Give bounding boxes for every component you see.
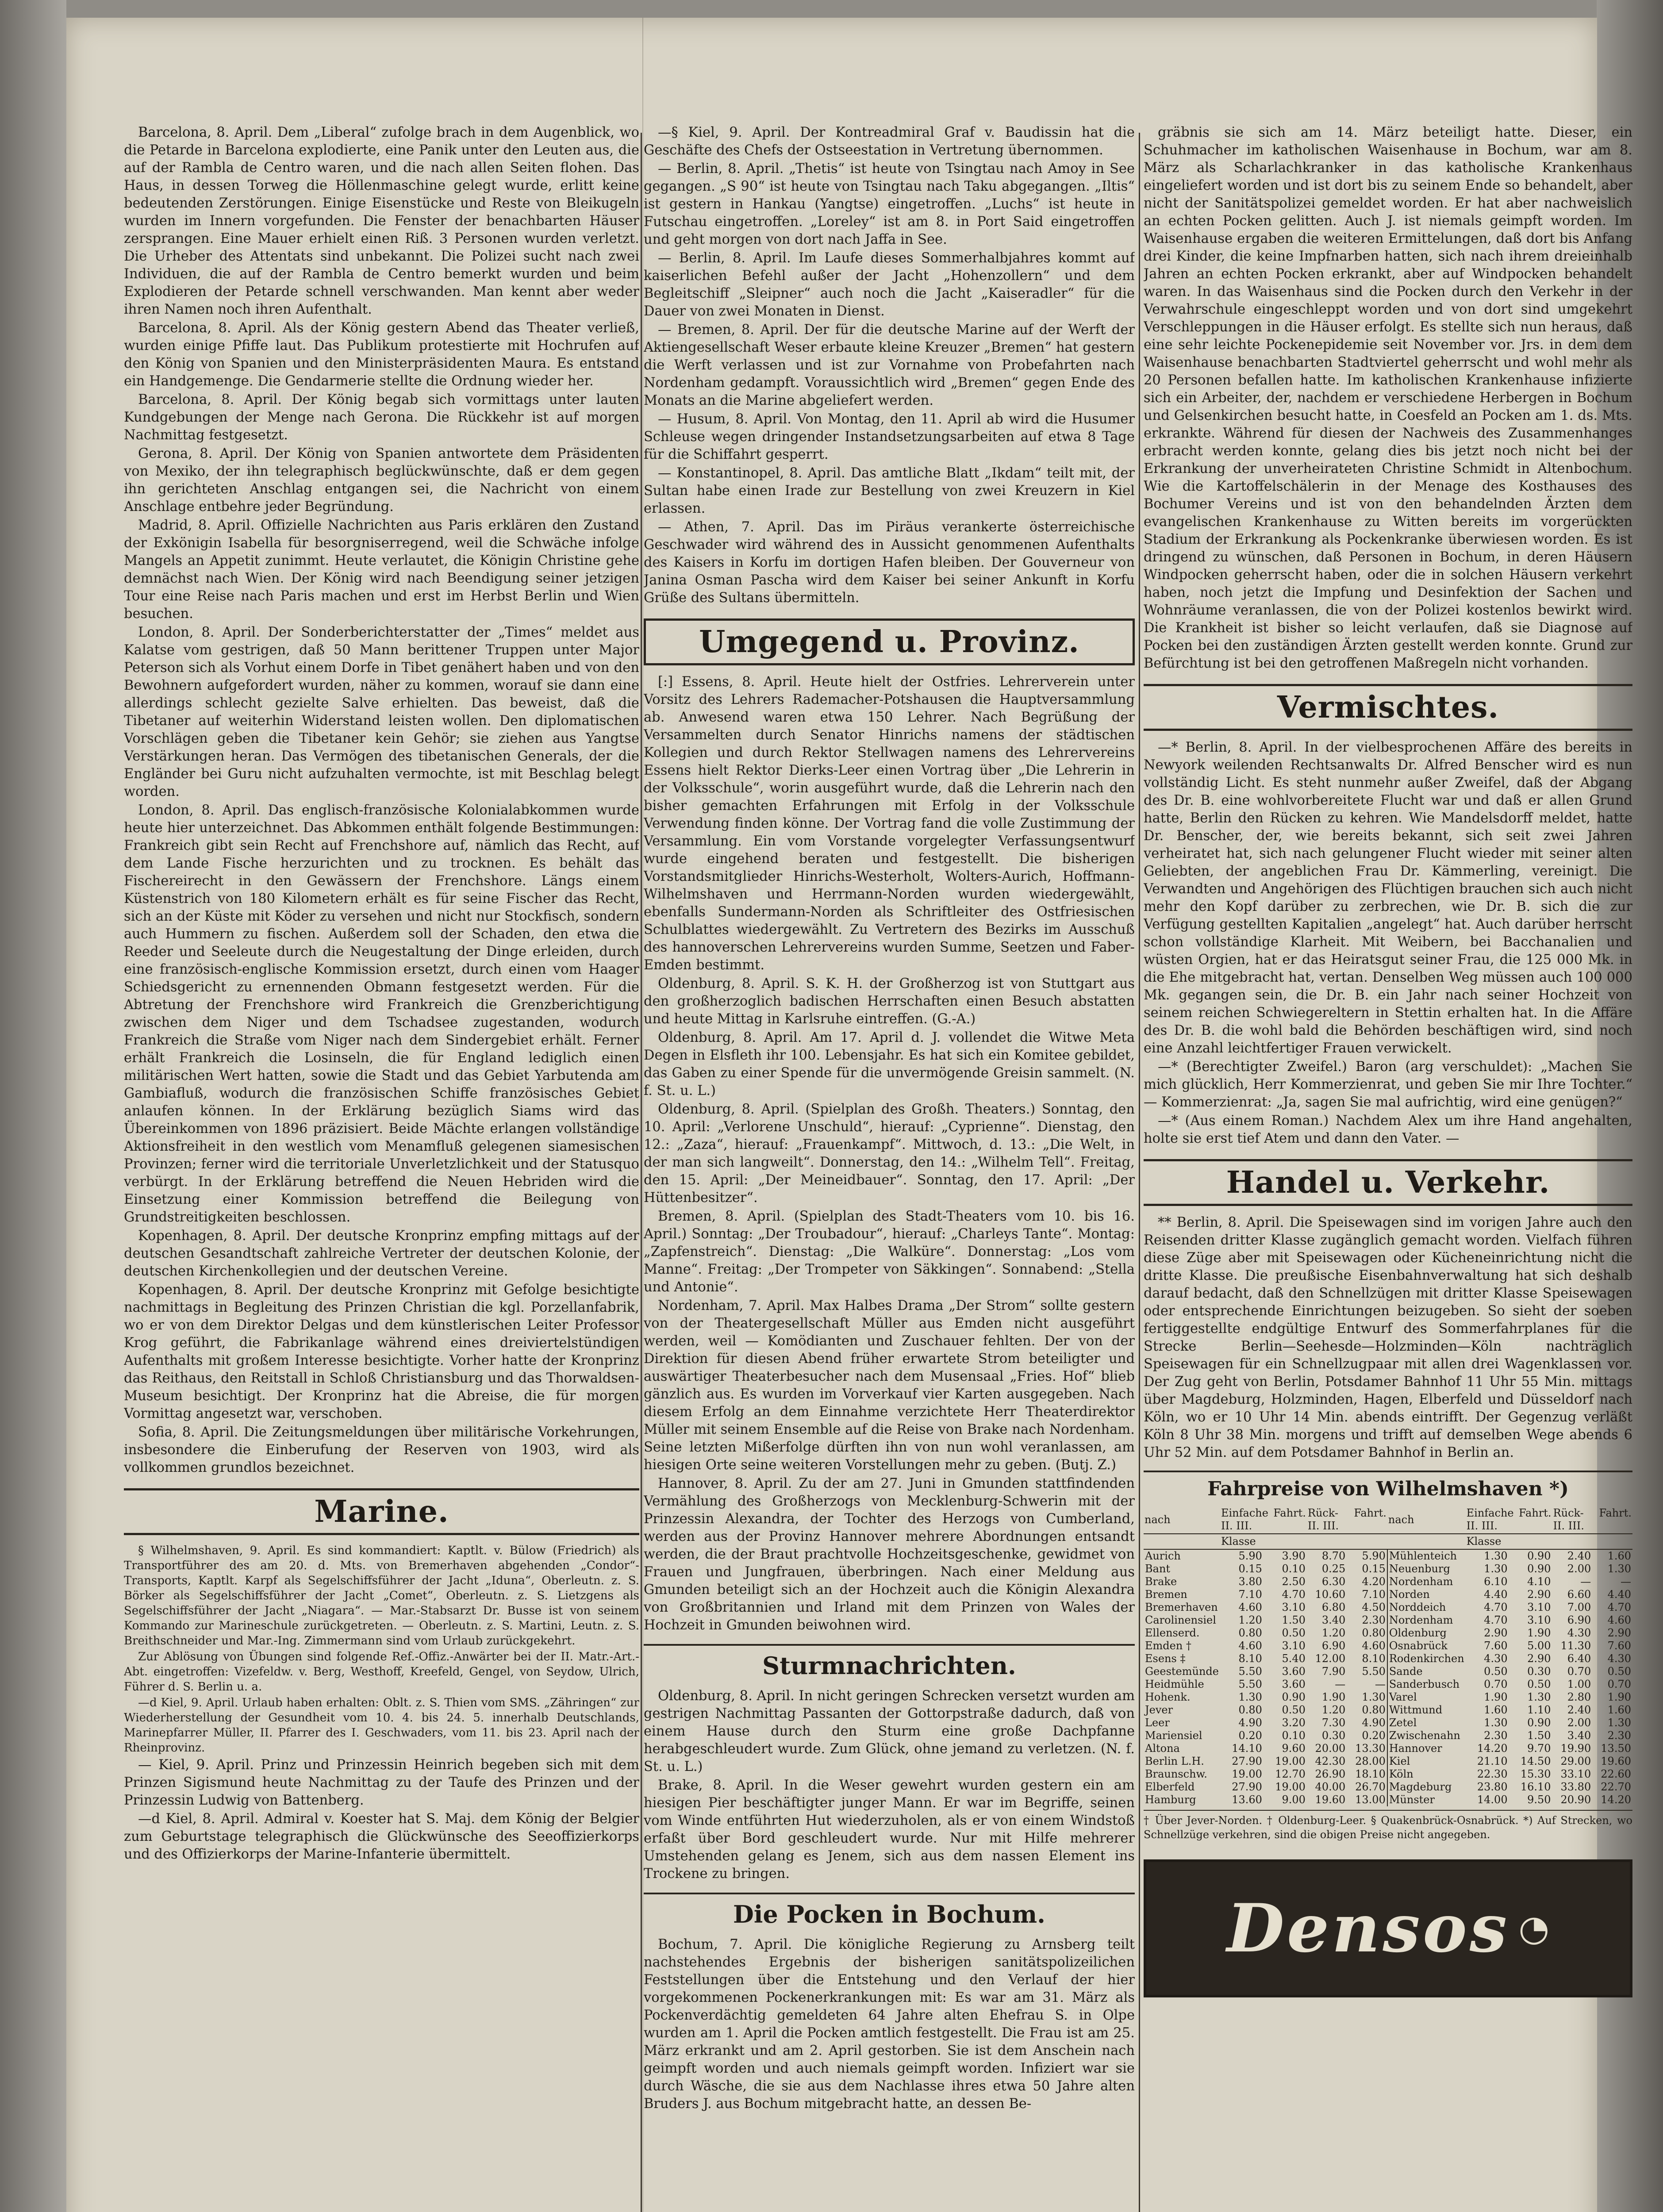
fare-price: 3.60 xyxy=(1282,1665,1306,1678)
article-husum: — Husum, 8. April. Von Montag, den 11. April ab wird die Husumer Schleuse wegen dringender Instandsetzungsarbeiten auf etwa 8 Tage für die Schiffahrt gesperrt. xyxy=(644,411,1135,462)
fare-price: 6.90 xyxy=(1321,1640,1346,1652)
fare-price: 3.10 xyxy=(1282,1640,1306,1652)
marine-item-2: Zur Ablösung von Übungen sind folgende Ref.-Offiz.-Anwärter bei der II. Matr.-Art.-Abt. eingetroffen: Vizefeldw. v. Berg, Westhoff, Kreefeld, Gengel, von Seydow, Ulrich, Führer d. S. Berlin u. a. xyxy=(124,1650,639,1694)
fare-price: 1.90 xyxy=(1321,1691,1346,1703)
fare-row xyxy=(1144,1691,1632,1704)
fare-price: 33.10 xyxy=(1560,1768,1591,1780)
fare-price: — xyxy=(1375,1678,1386,1690)
fare-price: 10.60 xyxy=(1315,1588,1346,1601)
fare-price: 0.80 xyxy=(1362,1704,1386,1716)
fare-price: 20.90 xyxy=(1560,1793,1591,1806)
fare-row xyxy=(1144,1768,1632,1781)
fare-price: 13.00 xyxy=(1355,1793,1386,1806)
article-london-1: London, 8. April. Der Sonderberichterstatter der „Times“ meldet aus Kalatse vom gestrigen, daß 50 Mann berittener Truppen unter Major Peterson sich als Vorhut einem Dorfe in Tibet genähert haben und von den Bewohnern aufgefordert wurden, näher zu kommen, worauf sie dann eine allerdings schlecht gezielte Salve erhielten. Das beweist, daß die Tibetaner auf weiterhin Widerstand leisten wollen. Den diplomatischen Vorschlägen geben die Tibetaner kein Gehör; sie ziehen aus Yangtse Verstärkungen heran. Das Vermögen des tibetanischen Generals, der die Engländer bei Guru nicht aufzuhalten vermochte, ist mit Beschlag belegt worden. xyxy=(124,625,639,799)
fare-price: 19.00 xyxy=(1232,1768,1262,1780)
fare-station: Wittmund xyxy=(1387,1704,1466,1717)
fare-price: 2.90 xyxy=(1607,1627,1631,1639)
fare-price: 0.90 xyxy=(1527,1717,1551,1729)
fare-row xyxy=(1144,1781,1632,1793)
pocken-bochum: Bochum, 7. April. Die königliche Regierung zu Arnsberg teilt nachstehendes Ergebnis der bisherigen sanitätspolizeilichen Feststellungen über die Entstehung und den Verlauf der hier vorgekommenen Pockenerkrankungen mit: Es war am 31. März als Pockenverdächtig gemeldeten 64 Jahre alten Ehefrau S. in Olpe wurden am 1. April die Pocken amtlich festgestellt. Die Frau ist am 25. März erkrankt und am 2. April gestorben. Sie ist dem Anschein nach geimpft worden und auch niemals geimpft worden. Infiziert war sie durch Wäsche, die sie aus dem Nachlasse ihres etwa 50 Jahre alten Bruders J. aus Bochum mitgebracht hatte, an dessen Be- xyxy=(644,1937,1135,2112)
fare-price: 1.90 xyxy=(1527,1627,1551,1639)
fare-price: 1.60 xyxy=(1607,1550,1631,1562)
fare-price: 5.50 xyxy=(1238,1665,1262,1678)
fare-price: 2.00 xyxy=(1567,1563,1591,1575)
section-heading-marine: Marine. xyxy=(124,1488,639,1535)
fare-price: 6.30 xyxy=(1321,1575,1346,1588)
fare-price: 1.30 xyxy=(1238,1691,1262,1703)
fare-station: Sande xyxy=(1387,1665,1466,1678)
fare-price: 22.60 xyxy=(1601,1768,1631,1780)
fare-header-rueck-left: Rück- Fahrt. II. III. xyxy=(1307,1506,1387,1534)
article-sofia: Sofia, 8. April. Die Zeitungsmeldungen über militärische Vorkehrungen, insbesondere die Einberufung der Reserven von 1903, wird als vollkommen grundlos bezeichnet. xyxy=(124,1425,639,1475)
fare-station: Geestemünde xyxy=(1145,1665,1219,1678)
fare-price: 3.40 xyxy=(1567,1729,1591,1742)
fare-price: 9.50 xyxy=(1527,1793,1551,1806)
fare-price: 4.50 xyxy=(1362,1601,1386,1613)
fare-row xyxy=(1144,1704,1632,1717)
fare-price: 19.60 xyxy=(1315,1793,1346,1806)
fare-price: 14.10 xyxy=(1232,1742,1262,1755)
fare-price: 2.00 xyxy=(1567,1717,1591,1729)
fare-price: 5.40 xyxy=(1282,1652,1306,1665)
fare-station: Aurich xyxy=(1145,1550,1181,1562)
fare-price: 23.80 xyxy=(1477,1781,1508,1793)
article-madrid: Madrid, 8. April. Offizielle Nachrichten aus Paris erklären den Zustand der Exkönigin Isabella für besorgniserregend, weil die Schwäche infolge Mangels an Appetit zunimmt. Heute verlautet, die Königin Christine gehe demnächst nach Wien. Der König wird nach Beendigung seiner jetzigen Tour eine Reise nach Paris machen und erst im Herbst Berlin und Wien besuchen. xyxy=(124,518,639,622)
fare-price: 1.30 xyxy=(1484,1717,1508,1729)
fare-price: 0.90 xyxy=(1527,1550,1551,1562)
fare-price: 2.30 xyxy=(1362,1614,1386,1626)
fare-header-rueck-right: Rück- Fahrt. II. III. xyxy=(1552,1506,1632,1534)
fare-price: 0.10 xyxy=(1282,1729,1306,1742)
fare-price: 4.40 xyxy=(1607,1588,1631,1601)
fare-price: 19.90 xyxy=(1560,1742,1591,1755)
fare-class-label-left: Klasse xyxy=(1220,1534,1387,1549)
fare-row xyxy=(1144,1601,1632,1614)
column-2 xyxy=(644,124,1135,2212)
fare-price: 28.00 xyxy=(1355,1755,1386,1767)
fare-price: 4.90 xyxy=(1238,1717,1262,1729)
fare-price: 16.10 xyxy=(1520,1781,1551,1793)
article-berlin-jacht: — Berlin, 8. April. Im Laufe dieses Sommerhalbjahres kommt auf kaiserlichen Befehl außer der Jacht „Hohenzollern“ und dem Begleitschiff „Sleipner“ auch noch die Jacht „Kaiseradler“ für die Dauer von zwei Monaten in Dienst. xyxy=(644,250,1135,319)
fare-price: 1.30 xyxy=(1607,1717,1631,1729)
fare-station: Altona xyxy=(1145,1742,1180,1755)
fare-price: — xyxy=(1580,1575,1591,1588)
fare-price: 26.70 xyxy=(1355,1781,1386,1793)
fare-price: 1.30 xyxy=(1362,1691,1386,1703)
fare-row xyxy=(1144,1549,1632,1563)
marine-item-5: —d Kiel, 8. April. Admiral v. Koester hat S. Maj. dem König der Belgier zum Geburtstage telegraphisch die Glückwünsche des Seeoffizierkorps und des Offizierkorps der Marine-Infanterie übermittelt. xyxy=(124,1811,639,1862)
umgegend-oldenburg-1: Oldenburg, 8. April. S. K. H. der Großherzog ist von Stuttgart aus den großherzoglich badischen Herrschaften einen Besuch abstatten und heute Mittag in Karlsruhe eintreffen. (G.-A.) xyxy=(644,976,1135,1027)
fare-price: 6.90 xyxy=(1567,1614,1591,1626)
article-barcelona-2: Barcelona, 8. April. Als der König gestern Abend das Theater verließ, wurden einige Pfiffe laut. Das Publikum protestierte mit Hochrufen auf den König von Spanien und den Ministerpräsidenten Maura. Es entstand ein Handgemenge. Die Gendarmerie stellte die Ordnung wieder her. xyxy=(124,320,639,389)
fare-price: 0.10 xyxy=(1282,1563,1306,1575)
fare-price: 4.70 xyxy=(1484,1601,1508,1613)
fare-price: 9.70 xyxy=(1527,1742,1551,1755)
fare-price: 0.50 xyxy=(1484,1665,1508,1678)
fare-price: 6.10 xyxy=(1484,1575,1508,1588)
fare-station: Nordenham xyxy=(1387,1614,1466,1627)
fare-table-body xyxy=(1144,1549,1632,1806)
fare-row xyxy=(1144,1717,1632,1729)
fare-price: 1.20 xyxy=(1321,1627,1346,1639)
fare-row xyxy=(1144,1793,1632,1806)
fare-price: 12.00 xyxy=(1315,1652,1346,1665)
fare-station: Bant xyxy=(1145,1563,1171,1575)
article-athen: — Athen, 7. April. Das im Piräus verankerte österreichische Geschwader wird während des in Aussicht genommenen Aufenthalts des Kaisers in Korfu im dortigen Hafen bleiben. Der Gouverneur von Janina Osman Pascha wird dem Kaiser bei seiner Ankunft in Korfu Grüße des Sultans übermitteln. xyxy=(644,519,1135,606)
fare-price: 22.70 xyxy=(1601,1781,1631,1793)
scan-left-edge xyxy=(0,0,66,2212)
fare-price: 3.40 xyxy=(1321,1614,1346,1626)
fare-header-einfach-left: Einfache Fahrt. II. III. xyxy=(1220,1506,1307,1534)
fare-price: 4.70 xyxy=(1282,1588,1306,1601)
fare-price: 5.00 xyxy=(1527,1640,1551,1652)
fare-station: Köln xyxy=(1387,1768,1466,1781)
fare-row xyxy=(1144,1640,1632,1652)
fare-price: 4.60 xyxy=(1238,1640,1262,1652)
fare-station: Norden xyxy=(1387,1588,1466,1601)
fare-price: 5.50 xyxy=(1238,1678,1262,1690)
fare-station: Münster xyxy=(1387,1793,1466,1806)
fare-station: Emden † xyxy=(1145,1640,1191,1652)
fare-station: Zetel xyxy=(1387,1717,1466,1729)
fare-row xyxy=(1144,1755,1632,1768)
fare-station: Magdeburg xyxy=(1387,1781,1466,1793)
fare-price: 3.10 xyxy=(1527,1601,1551,1613)
sturm-oldenburg: Oldenburg, 8. April. In nicht geringen Schrecken versetzt wurden am gestrigen Nachmittag Passanten der Gottorpstraße dadurch, daß von einem Hause durch den Sturm eine große Dachpfanne herabgeschleudert wurde. Zum Glück, ohne jemand zu verletzen. (N. f. St. u. L.) xyxy=(644,1688,1135,1774)
fare-row xyxy=(1144,1627,1632,1640)
fare-price: 1.50 xyxy=(1527,1729,1551,1742)
fare-row xyxy=(1144,1652,1632,1665)
fare-price: 0.20 xyxy=(1238,1729,1262,1742)
fare-station: Hohenk. xyxy=(1145,1691,1191,1703)
umgegend-oldenburg-theater: Oldenburg, 8. April. (Spielplan des Großh. Theaters.) Sonntag, den 10. April: „Verlorene Unschuld“, hierauf: „Cyprienne“. Dienstag, den 12.: „Zaza“, hierauf: „Frauenkampf“. Mittwoch, d. 13.: „Die Welt, in der man sich langweilt“. Donnerstag, den 14.: „Wilhelm Tell“. Freitag, den 15. April: „Der Meineidbauer“. Sonntag, den 17. April: „Der Hüttenbesitzer“. xyxy=(644,1102,1135,1206)
fare-price: 1.50 xyxy=(1282,1614,1306,1626)
umgegend-bremen-theater: Bremen, 8. April. (Spielplan des Stadt-Theaters vom 10. bis 16. April.) Sonntag: „Der Troubadour“, hierauf: „Charleys Tante“. Montag: „Zapfenstreich“. Dienstag: „Die Walküre“. Donnerstag: „Los vom Manne“. Freitag: „Der Trompeter von Säkkingen“. Sonnabend: „Stella und Antonie“. xyxy=(644,1209,1135,1295)
fare-price: 18.10 xyxy=(1355,1768,1386,1780)
fare-price: 6.60 xyxy=(1567,1588,1591,1601)
fare-price: 0.70 xyxy=(1484,1678,1508,1690)
fare-price: 19.00 xyxy=(1275,1781,1306,1793)
fare-price: 22.30 xyxy=(1477,1768,1508,1780)
fare-station: Ellenserd. xyxy=(1145,1627,1200,1639)
fare-station: Jever xyxy=(1145,1704,1173,1716)
fare-station: Zwischenahn xyxy=(1387,1729,1466,1742)
fare-class-label-right: Klasse xyxy=(1466,1534,1632,1549)
section-heading-vermischtes: Vermischtes. xyxy=(1144,684,1632,731)
fare-station: Elberfeld xyxy=(1145,1781,1195,1793)
fare-price: 4.60 xyxy=(1238,1601,1262,1613)
fare-header-einfach-right: Einfache Fahrt. II. III. xyxy=(1466,1506,1552,1534)
fare-price: 4.40 xyxy=(1484,1588,1508,1601)
article-kopenhagen-1: Kopenhagen, 8. April. Der deutsche Kronprinz empfing mittags auf der deutschen Gesandtschaft zahlreiche Vertreter der deutschen Kolonie, der deutschen Kirchenkollegien und der deutschen Vereine. xyxy=(124,1228,639,1279)
article-london-2: London, 8. April. Das englisch-französische Kolonialabkommen wurde heute hier unterzeichnet. Das Abkommen enthält folgende Bestimmungen: Frankreich gibt sein Recht auf Frenchshore auf, nämlich das Recht, auf dem Lande Fische herzurichten und zu trocknen. Es behält das Fischereirecht in den Gewässern der Frenchshore. Längs einem Küstenstrich von 180 Kilometern erhält es für seine Fischer das Recht, sich an der Küste mit Köder zu versehen und nicht nur Stockfisch, sondern auch Hummern zu fischen. Außerdem soll der Schaden, den etwa die Reeder und Seeleute durch die Neugestaltung der Dinge erleiden, durch eine französisch-englische Kommission ersetzt, durch einen vom Haager Schiedsgericht zu ernennenden Obmann festgesetzt werden. Für die Abtretung der Frenchshore wird Frankreich die Grenzberichtigung zwischen dem Niger und dem Tschadsee zugestanden, wodurch Frankreich die Straße vom Niger nach dem Sindergebiet erhält. Ferner erhält Frankreich die Losinseln, die für England lediglich einen militärischen Wert hatten, sowie die Stadt und das Gebiet Yarbutenda am Gambiafluß, wodurch die französischen Schiffe französisches Gebiet anlaufen können. In der Erklärung bezüglich Siams wird das Übereinkommen von 1896 präzisiert. Beide Mächte erlangen vollständige Aktionsfreiheit in den westlich vom Menamfluß gelegenen siamesischen Provinzen; ferner wird die territoriale Unverletzlichkeit und der Statusquo verbürgt. In der Erklärung betreffend die Neuen Hebriden wird die Einsetzung einer Kommission betreffend die Beilegung von Grundstreitigkeiten beschlossen. xyxy=(124,803,639,1225)
fare-price: 3.10 xyxy=(1282,1601,1306,1613)
fare-station: Osnabrück xyxy=(1387,1640,1466,1652)
fare-price: 0.15 xyxy=(1362,1563,1386,1575)
fare-price: 40.00 xyxy=(1315,1781,1346,1793)
fare-station: Neuenburg xyxy=(1387,1563,1466,1575)
fare-station: Leer xyxy=(1145,1717,1170,1729)
sturm-brake: Brake, 8. April. In die Weser gewehrt wurden gestern ein am hiesigen Pier beschäftigter junger Mann. Er war im Begriffe, seinen vom Winde entführten Hut wiederzuholen, als er von einem Windstoß erfaßt über Bord geschleudert wurde. Nur mit Hilfe mehrerer Umstehenden gelang es Jenem, sich aus dem nassen Element ins Trockene zu bringen. xyxy=(644,1778,1135,1882)
fare-price: 5.90 xyxy=(1362,1550,1386,1562)
vermischtes-roman: —* (Aus einem Roman.) Nachdem Alex um ihre Hand angehalten, holte sie erst tief Atem und dann den Vater. — xyxy=(1144,1113,1632,1146)
fare-price: 7.10 xyxy=(1362,1588,1386,1601)
fare-row xyxy=(1144,1588,1632,1601)
article-barcelona-1: Barcelona, 8. April. Dem „Liberal“ zufolge brach in dem Augenblick, wo die Petarde in Barcelona explodierte, eine Panik unter den Leuten aus, die auf der Rambla de Centro waren, und die nach allen Seiten flohen. Das Haus, in dessen Torweg die Höllenmaschine gelegt wurde, erlitt keine bedeutenden Zerstörungen. Einige Eisenstücke und Reste von Bleikugeln wurden im Innern vorgefunden. Die Fenster der benachbarten Häuser zersprangen. Eine Mauer erhielt einen Riß. 3 Personen wurden verletzt. Die Urheber des Attentats sind unbekannt. Die Polizei sucht nach zwei Individuen, die auf der Rambla de Centro bemerkt wurden und beim Explodieren der Petarde schnell verschwanden. Man kennt aber weder ihren Namen noch ihren Aufenthalt. xyxy=(124,125,639,317)
fare-station: Berlin L.H. xyxy=(1145,1755,1204,1767)
fare-station: Esens ‡ xyxy=(1145,1652,1186,1665)
fare-price: 9.00 xyxy=(1282,1793,1306,1806)
fare-price: 7.90 xyxy=(1321,1665,1346,1678)
article-berlin-ships: — Berlin, 8. April. „Thetis“ ist heute von Tsingtau nach Amoy in See gegangen. „S 90“ ist heute von Tsingtau nach Taku abgegangen. „Iltis“ ist gestern in Hankau (Yangtse) eingetroffen. „Luchs“ ist heute in Futschau eingetroffen. „Loreley“ ist am 8. in Port Said eingetroffen und geht morgen von dort nach Jaffa in See. xyxy=(644,161,1135,247)
fare-price: 0.30 xyxy=(1527,1665,1551,1678)
fare-station: Hannover xyxy=(1387,1742,1466,1755)
fare-row xyxy=(1144,1678,1632,1691)
fare-price: 33.80 xyxy=(1560,1781,1591,1793)
article-gerona: Gerona, 8. April. Der König von Spanien antwortete dem Präsidenten von Mexiko, der ihn telegraphisch beglückwünschte, daß er dem gegen ihn gerichteten Anschlag entgangen sei, die Nachricht von einem Anschlage entbehre jeder Begründung. xyxy=(124,446,639,515)
fare-price: 27.90 xyxy=(1232,1755,1262,1767)
fare-price: 0.80 xyxy=(1238,1704,1262,1716)
fare-price: 0.20 xyxy=(1362,1729,1386,1742)
fare-price: 4.90 xyxy=(1362,1717,1386,1729)
fare-price: 12.70 xyxy=(1275,1768,1306,1780)
umgegend-oldenburg-2: Oldenburg, 8. April. Am 17. April d. J. vollendet die Witwe Meta Degen in Elsfleth ihr 100. Lebensjahr. Es hat sich ein Komitee gebildet, das Gaben zu einer Spende für die unvermögende Greisin sammelt. (N. f. St. u. L.) xyxy=(644,1030,1135,1098)
fare-price: 11.30 xyxy=(1560,1640,1591,1652)
column-3 xyxy=(1144,124,1632,2212)
column-rule-1 xyxy=(641,133,642,2212)
fare-price: 3.20 xyxy=(1282,1717,1306,1729)
fare-price: 0.80 xyxy=(1362,1627,1386,1639)
fare-price: 29.00 xyxy=(1560,1755,1591,1767)
fare-price: 14.00 xyxy=(1477,1793,1508,1806)
fare-price: 1.00 xyxy=(1567,1678,1591,1690)
fare-station: Bremerhaven xyxy=(1145,1601,1218,1613)
fare-price: 7.10 xyxy=(1238,1588,1262,1601)
fare-price: 0.70 xyxy=(1607,1678,1631,1690)
fare-price: 1.20 xyxy=(1321,1704,1346,1716)
fare-station: Nordenham xyxy=(1387,1575,1466,1588)
fare-station: Kiel xyxy=(1387,1755,1466,1768)
fare-price: 13.30 xyxy=(1355,1742,1386,1755)
umgegend-nordenham: Nordenham, 7. April. Max Halbes Drama „Der Strom“ sollte gestern von der Theatergesellschaft Müller aus Emden nicht ausgeführt werden, weil — Komödianten und Zuschauer fehlten. Der von der Direktion für diesen Abend früher erwartete Strom beteiligter und auswärtiger Theaterbesucher nach dem Musensaal „Fries. Hof“ blieb gänzlich aus. Es wurden im Vorverkauf vier Karten ausgegeben. Nach diesem Erfolg an dem Einnahme verzichtete Herr Theaterdirektor Müller mit seinem Ensemble auf die Reise von Brake nach Nordenham. Seine letzten Mißerfolge dürften ihn von nun wohl veranlassen, am hiesigen Orte seine weiteren Vorstellungen mehr zu geben. (Butj. Z.) xyxy=(644,1298,1135,1473)
fare-price: 2.40 xyxy=(1567,1550,1591,1562)
fare-station: Mühlenteich xyxy=(1387,1549,1466,1563)
fare-price: 8.70 xyxy=(1321,1550,1346,1562)
fare-station: Bremen xyxy=(1145,1588,1187,1601)
fare-station: Norddeich xyxy=(1387,1601,1466,1614)
fare-station: Heidmühle xyxy=(1145,1678,1204,1690)
fare-price: 0.70 xyxy=(1567,1665,1591,1678)
fare-price: 7.00 xyxy=(1567,1601,1591,1613)
advertisement-fan-icon: ◔ xyxy=(1518,1908,1550,1949)
fare-row xyxy=(1144,1742,1632,1755)
fare-row xyxy=(1144,1729,1632,1742)
fare-price: 2.90 xyxy=(1527,1652,1551,1665)
marine-item-1: § Wilhelmshaven, 9. April. Es sind kommandiert: Kaptlt. v. Bülow (Friedrich) als Transportführer des am 20. d. Mts. von Bremerhaven abgehenden „Condor“-Transports, Kaptlt. Karpf als Segelschiffsführer der Jacht „Iduna“, Oberleutn. z. S. Börker als Segelschiffsführer der Jacht „Comet“, Oberleutn. z. S. Lietzgens als Segelschiffsführer der Jacht „Niagara“. — Mar.-Stabsarzt Dr. Busse ist von seinem Kommando zur Marineschule zurückgetreten. — Oberleutn. z. S. Martini, Leutn. z. S. Breithschneider und Mar.-Ing. Zimmermann sind vom Urlaub zurückgekehrt. xyxy=(124,1544,639,1647)
fare-price: 13.50 xyxy=(1601,1742,1631,1755)
fare-price: 1.90 xyxy=(1484,1691,1508,1703)
vermischtes-berlin: —* Berlin, 8. April. In der vielbesprochenen Affäre des bereits in Newyork weilenden Rechtsanwalts Dr. Alfred Benscher wird es nun vollständig Licht. Es steht nunmehr außer Zweifel, daß der Abgang des Dr. B. eine wohlvorbereitete Flucht war und daß er allen Grund hatte, Berlin den Rücken zu kehren. Wie Mandelsdorff meldet, hatte Dr. Benscher, der, wie bereits bekannt, sich seit zwei Jahren verheiratet hat, sich nach gelungener Flucht wieder mit seiner alten Geliebten, der angeblichen Frau Dr. Kämmerling, vereinigt. Die Verwandten und Angehörigen des Flüchtigen brauchen sich auch nicht mehr den Kopf darüber zu zerbrechen, wie Dr. B. sich die zur Verfügung gestellten Kapitalien „angelegt“ hat. Auch darüber herrscht schon vollständige Klarheit. Mit Weibern, bei Bacchanalien und wüsten Orgien, hat er das Heiratsgut seiner Frau, die 125 000 Mk. in die Ehe mitgebracht hat, vertan. Denselben Weg müssen auch 100 000 Mk. gegangen sein, die Dr. B. ein Jahr nach seiner Hochzeit von seinem reichen Schwiegereltern in Stettin erhalten hat. In die Affäre des Dr. B. die wohl bald die Behörden beschäftigen wird, sind noch eine Anzahl leichtfertiger Frauen verwickelt. xyxy=(1144,740,1632,1056)
fare-price: 0.50 xyxy=(1282,1704,1306,1716)
marine-item-3: —d Kiel, 9. April. Urlaub haben erhalten: Oblt. z. S. Thien vom SMS. „Zähringen“ zur Wiederherstellung der Gesundheit vom 10. 4. bis 24. 5. innerhalb Deutschlands, Marinepfarrer Müller, II. Pfarrer des I. Geschwaders, vom 11. bis 23. April nach der Rheinprovinz. xyxy=(124,1696,639,1755)
fare-price: 4.20 xyxy=(1362,1575,1386,1588)
fare-price: 1.10 xyxy=(1527,1704,1551,1716)
fare-price: 4.70 xyxy=(1484,1614,1508,1626)
fare-price: 1.30 xyxy=(1484,1550,1508,1562)
fare-price: 2.80 xyxy=(1567,1691,1591,1703)
fare-table xyxy=(1144,1506,1632,1806)
fare-price: 4.60 xyxy=(1607,1614,1631,1626)
fare-table-note: † Über Jever-Norden. † Oldenburg-Leer. § Quakenbrück-Osnabrück. *) Auf Strecken, wo Schnellzüge verkehren, sind die obigen Preise nicht angegeben. xyxy=(1144,1810,1632,1842)
fare-price: 1.30 xyxy=(1484,1563,1508,1575)
fare-price: 0.15 xyxy=(1238,1563,1262,1575)
fare-price: 14.20 xyxy=(1477,1742,1508,1755)
advertisement-wordmark: Densos xyxy=(1226,1889,1510,1967)
fare-price: 2.30 xyxy=(1607,1729,1631,1742)
fare-price: 13.60 xyxy=(1232,1793,1262,1806)
fare-price: 27.90 xyxy=(1232,1781,1262,1793)
fare-price: 0.50 xyxy=(1282,1627,1306,1639)
fare-price: 21.10 xyxy=(1477,1755,1508,1767)
fare-price: 20.00 xyxy=(1315,1742,1346,1755)
fare-price: 7.60 xyxy=(1484,1640,1508,1652)
fare-price: 0.90 xyxy=(1282,1691,1306,1703)
fare-price: 0.90 xyxy=(1527,1563,1551,1575)
article-bremen-kreuzer: — Bremen, 8. April. Der für die deutsche Marine auf der Werft der Aktiengesellschaft Weser erbaute kleine Kreuzer „Bremen“ hat gestern die Werft verlassen und ist zur Vornahme von Probefahrten nach Nordenham gedampft. Voraussichtlich wird „Bremen“ gegen Ende des Monats an die Marine abgeliefert werden. xyxy=(644,322,1135,408)
article-kopenhagen-2: Kopenhagen, 8. April. Der deutsche Kronprinz mit Gefolge besichtigte nachmittags in Begleitung des Prinzen Christian die kgl. Porzellanfabrik, wo er von dem Direktor Delgas und dem künstlerischen Leiter Professor Krog geführt, die Fabrikanlage während eines dreiviertelstündigen Aufenthalts mit großem Interesse besichtigte. Vorher hatte der Kronprinz das Reithaus, den Reitstall in Schloß Christiansburg und das Thorwaldsen-Museum besichtigt. Der Kronprinz hat die Abreise, die für morgen Vormittag angesetzt war, verschoben. xyxy=(124,1282,639,1421)
fare-price: — xyxy=(1621,1575,1631,1588)
fare-price: 4.10 xyxy=(1527,1575,1551,1588)
fare-price: 3.80 xyxy=(1238,1575,1262,1588)
fare-price: 2.50 xyxy=(1282,1575,1306,1588)
fare-price: 19.00 xyxy=(1275,1755,1306,1767)
fare-price: 15.30 xyxy=(1520,1768,1551,1780)
fare-price: 0.25 xyxy=(1321,1563,1346,1575)
fare-price: 8.10 xyxy=(1362,1652,1386,1665)
column-rule-2 xyxy=(1139,133,1140,2212)
fare-price: 3.90 xyxy=(1282,1550,1306,1562)
fare-price: 42.30 xyxy=(1315,1755,1346,1767)
fare-price: 5.50 xyxy=(1362,1665,1386,1678)
fare-price: 2.90 xyxy=(1527,1588,1551,1601)
fare-station: Rodenkirchen xyxy=(1387,1652,1466,1665)
section-heading-umgegend: Umgegend u. Provinz. xyxy=(644,618,1135,665)
fare-price: 1.60 xyxy=(1484,1704,1508,1716)
fare-price: 14.50 xyxy=(1520,1755,1551,1767)
fare-price: 26.90 xyxy=(1315,1768,1346,1780)
fare-price: 9.60 xyxy=(1282,1742,1306,1755)
fare-station: Braunschw. xyxy=(1145,1768,1207,1780)
fare-row xyxy=(1144,1575,1632,1588)
fare-price: 7.30 xyxy=(1321,1717,1346,1729)
fare-price: 4.70 xyxy=(1607,1601,1631,1613)
fare-row xyxy=(1144,1563,1632,1575)
fare-header-nach-right: nach xyxy=(1387,1506,1466,1534)
fold-line xyxy=(642,18,643,2212)
fare-price: 4.30 xyxy=(1607,1652,1631,1665)
section-heading-pocken: Die Pocken in Bochum. xyxy=(644,1893,1135,1930)
fare-price: 2.30 xyxy=(1484,1729,1508,1742)
fare-price: 19.60 xyxy=(1601,1755,1631,1767)
fare-price: 3.10 xyxy=(1527,1614,1551,1626)
umgegend-hannover: Hannover, 8. April. Zu der am 27. Juni in Gmunden stattfindenden Vermählung des Großherzogs von Mecklenburg-Schwerin mit der Prinzessin Alexandra, der Tochter des Herzogs von Cumberland, werden aus der Provinz Hannover mehrere Abordnungen entsandt werden, die der Braut prachtvolle Hochzeitsgeschenke, gewidmet von Frauen und Jungfrauen, überbringen. Nach einer Meldung aus Gmunden beteiligt sich an der Hochzeit auch die Königin Alexandra von Großbritannien und Irland mit dem Prinzen von Wales der Hochzeit in Gmunden beiwohnen wird. xyxy=(644,1476,1135,1633)
fare-price: 1.60 xyxy=(1607,1704,1631,1716)
fare-price: 8.10 xyxy=(1238,1652,1262,1665)
fare-price: 0.50 xyxy=(1527,1678,1551,1690)
umgegend-esens: [:] Essens, 8. April. Heute hielt der Ostfries. Lehrerverein unter Vorsitz des Lehrers Rademacher-Potshausen die Hauptversammlung ab. Anwesend waren etwa 150 Lehrer. Nach Begrüßung der Versammelten durch Senator Hinrichs namens der städtischen Kollegien und durch Rektor Stellwagen namens des Lehrervereins Essens hielt Rektor Dierks-Leer einen Vortrag über „Die Lehrerin in der Volksschule“, worin ausgeführt wurde, daß die Lehrerin nach den bisher gemachten Erfahrungen mit Erfolg in der Volksschule Verwendung finden könne. Der Vortrag fand die volle Zustimmung der Versammlung. Ein vom Vorstande vorgelegter Verfassungsentwurf wurde eingehend beraten und festgestellt. Die bisherigen Vorstandsmitglieder Hinrichs-Westerholt, Wolters-Aurich, Hoffmann-Wilhelmshaven und Herrmann-Norden wurden wiedergewählt, ebenfalls Sundermann-Norden als Schriftleiter des Ostfriesischen Schulblattes wiedergewählt. Zu Vertretern des Bezirks im Ausschuß des hannoverschen Lehrervereins wurden Summe, Seetzen und Faber-Emden bestimmt. xyxy=(644,674,1135,973)
fare-station: Brake xyxy=(1145,1575,1177,1588)
fare-price: 2.90 xyxy=(1484,1627,1508,1639)
fare-station: Oldenburg xyxy=(1387,1627,1466,1640)
fare-price: 1.30 xyxy=(1527,1691,1551,1703)
advertisement-densos xyxy=(1144,1859,1632,1997)
fare-price: 0.30 xyxy=(1321,1729,1346,1742)
article-konstantinopel: — Konstantinopel, 8. April. Das amtliche Blatt „Ikdam“ teilt mit, der Sultan habe einen Irade zur Bestellung von zwei Kreuzern in Kiel erlassen. xyxy=(644,465,1135,516)
fare-price: 0.50 xyxy=(1607,1665,1631,1678)
fare-row xyxy=(1144,1665,1632,1678)
fare-price: 4.60 xyxy=(1362,1640,1386,1652)
fare-price: 1.20 xyxy=(1238,1614,1262,1626)
pocken-continued: gräbnis sie sich am 14. März beteiligt hatte. Dieser, ein Schuhmacher im katholischen Waisenhause in Bochum, war am 8. März als Scharlachkranker in das katholische Krankenhaus eingeliefert worden und ist dort bis zu seinem Ende so behandelt, aber nicht der Sanitätspolizei gemeldet worden. Er hat aber nachweislich an echten Pocken gelitten. Auch J. ist niemals geimpft worden. Im Waisenhause ergaben die weiteren Ermittelungen, daß dort bis Anfang drei Kinder, die keine Impfnarben hatten, sich nach ihrem dreieinhalb Jahren an echten Pocken erkrankt, aber auf Windpocken behandelt waren. In das Waisenhaus sind die Pocken durch den Verkehr in der Verwahrschule eingeschleppt worden und von dort sind umgekehrt Verschleppungen in die Häuser erfolgt. Es stellte sich nun heraus, daß eine sehr leichte Pockenepidemie seit November vor. Jrs. in dem dem Waisenhause benachbarten Stadtviertel geherrscht und wohl mehr als 20 Personen befallen hatte. Im katholischen Krankenhause infizierte sich ein Arbeiter, der, nachdem er verschiedene Herbergen in Bochum und Gelsenkirchen besucht hatte, in Coesfeld an Pocken am 1. ds. Mts. erkrankte. Während für diesen der Nachweis des Zusammenhanges erbracht werden konnte, gelang dies bis jetzt noch nicht bei der Erkrankung der unverheirateten Christine Schmidt in Altenbochum. Wie die Kartoffelschälerin in der Menage des Kosthauses des Bochumer Vereins und ist von den behandelnden Ärzten dem evangelischen Krankenhause zu Witten bereits im vorgerückten Stadium der Erkrankung als Pockenkranke überwiesen worden. Es ist dringend zu wünschen, daß Personen in Bochum, in deren Häusern Windpocken geherrscht haben, oder die in solchen Häusern verkehrt haben, noch jetzt die Impfung und Desinfektion der Sachen und Wohnräume veranlassen, die von der Polizei kostenlos bewirkt wird. Die Krankheit ist bisher so leicht verlaufen, daß sie Diagnose auf Pocken bei den zuständigen Ärzten gestellt werden konnte. Grund zur Befürchtung ist bei den getroffenen Maßregeln nicht vorhanden. xyxy=(1144,125,1632,671)
article-barcelona-3: Barcelona, 8. April. Der König begab sich vormittags unter lauten Kundgebungen der Menge nach Gerona. Die Rückkehr ist auf morgen Nachmittag festgesetzt. xyxy=(124,392,639,443)
fare-station: Carolinensiel xyxy=(1145,1614,1216,1626)
fare-price: 1.30 xyxy=(1607,1563,1631,1575)
fare-price: — xyxy=(1335,1678,1346,1690)
fare-price: 1.90 xyxy=(1607,1691,1631,1703)
fare-price: 6.80 xyxy=(1321,1601,1346,1613)
fare-price: 7.60 xyxy=(1607,1640,1631,1652)
article-kiel: —§ Kiel, 9. April. Der Kontreadmiral Graf v. Baudissin hat die Geschäfte des Chefs der Ostseestation in Vertretung übernommen. xyxy=(644,125,1135,158)
fare-price: 3.60 xyxy=(1282,1678,1306,1690)
fare-row xyxy=(1144,1614,1632,1627)
section-heading-handel: Handel u. Verkehr. xyxy=(1144,1159,1632,1206)
fare-price: 4.30 xyxy=(1484,1652,1508,1665)
marine-item-4: — Kiel, 9. April. Prinz und Prinzessin Heinrich begeben sich mit dem Prinzen Sigismund heute Nachmittag zu der Taufe des Prinzen und der Prinzessin Ludwig von Battenberg. xyxy=(124,1757,639,1808)
fare-price: 2.40 xyxy=(1567,1704,1591,1716)
column-1 xyxy=(124,124,639,2212)
fare-price: 5.90 xyxy=(1238,1550,1262,1562)
fare-table-title: Fahrpreise von Wilhelmshaven *) xyxy=(1144,1471,1632,1502)
fare-header-nach-left: nach xyxy=(1144,1506,1220,1534)
section-heading-sturm: Sturmnachrichten. xyxy=(644,1644,1135,1681)
vermischtes-zweifel: —* (Berechtigter Zweifel.) Baron (arg verschuldet): „Machen Sie mich glücklich, Herr Kommerzienrat, und geben Sie mir Ihre Tochter.“ — Kommerzienrat: „Ja, sagen Sie mal aufrichtig, wird eine genügen?“ xyxy=(1144,1059,1632,1110)
fare-price: 4.30 xyxy=(1567,1627,1591,1639)
fare-price: 14.20 xyxy=(1601,1793,1631,1806)
fare-station: Hamburg xyxy=(1145,1793,1196,1806)
fare-station: Sanderbusch xyxy=(1387,1678,1466,1691)
fare-price: 6.40 xyxy=(1567,1652,1591,1665)
fare-price: 0.80 xyxy=(1238,1627,1262,1639)
fare-station: Varel xyxy=(1387,1691,1466,1704)
fare-station: Mariensiel xyxy=(1145,1729,1202,1742)
handel-berlin: ** Berlin, 8. April. Die Speisewagen sind im vorigen Jahre auch den Reisenden dritter Klasse zugänglich gemacht worden. Vielfach führen diese Züge aber mit Speisewagen oder Kücheneinrichtung nicht die dritte Klasse. Die preußische Eisenbahnverwaltung hat sich deshalb darauf bedacht, daß den Schnellzügen mit dritter Klasse Speisewagen oder entsprechende Einrichtungen beizugeben. So sieht der soeben fertiggestellte endgültige Entwurf des Sommerfahrplanes für die Strecke Berlin—Seehesde—Holzminden—Köln nachträglich Speisewagen für ein Schnellzugpaar mit allen drei Wagenklassen vor. Der Zug geht von Berlin, Potsdamer Bahnhof 11 Uhr 55 Min. mittags über Magdeburg, Holzminden, Hagen, Elberfeld und Düsseldorf nach Köln, wo er 10 Uhr 14 Min. abends eintrifft. Der Gegenzug verläßt Köln 8 Uhr 38 Min. morgens und trifft auf demselben Wege abends 6 Uhr 52 Min. auf dem Potsdamer Bahnhof in Berlin an. xyxy=(1144,1215,1632,1460)
